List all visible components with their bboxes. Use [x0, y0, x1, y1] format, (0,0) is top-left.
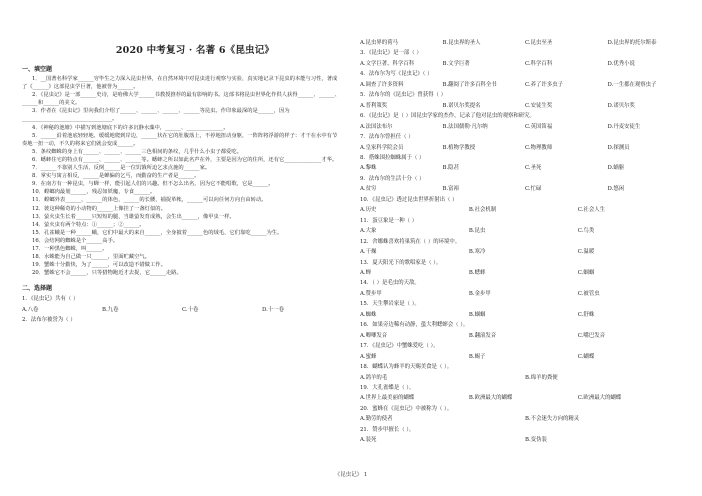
choice-option[interactable]: D.探测员 [607, 144, 630, 151]
choice-option[interactable]: A.唧唧发音 [360, 332, 388, 339]
fill-question: 12．彼这种稀奇的小动物的______上像挂了一盏灯似的。 [32, 205, 166, 212]
choice-option[interactable]: C.舒蛛 [577, 311, 595, 318]
choice-option[interactable]: A.黎蛛 [360, 165, 377, 172]
choice-option[interactable]: B.金步甲 [468, 290, 491, 297]
fill-question-list [22, 75, 342, 277]
fill-question: 13．萤火虫生长着______只短短的腿，当雄萤发育成熟，会生出______，像甲虫一样。 [32, 213, 235, 220]
fill-question: 15．孔雀蛾是一种______蛾，它们中最大的来自______，全身披着______色的绒毛，它们靠吃______为生。 [32, 229, 283, 236]
choice-options [360, 373, 690, 383]
fill-question: 19．蟹蛛十分勤快，为了______，可以改造不错做工作。 [32, 262, 166, 269]
choice-options [360, 122, 690, 132]
fill-question: 5．条纹蜘蛛的身上有______、______、______三色相间的条纹，几乎什么小虫子都爱吃。 [32, 148, 242, 155]
choice-option[interactable]: D.十一卷 [262, 306, 285, 313]
choice-question: 5．法布尔的《昆虫记》曾获得（ ） [360, 92, 447, 99]
choice-question: 20．蜜蜂在《昆虫记》中被称为（ ）。 [360, 405, 453, 412]
fill-question: 14．萤火虫有两个特点：①______；②______。 [32, 221, 145, 228]
choice-option[interactable]: A.鸽羊的毛 [360, 374, 388, 381]
choice-options [360, 268, 690, 278]
choice-option[interactable]: A.世界上最美丽的蝴蝶 [360, 395, 415, 402]
choice-options [360, 414, 690, 424]
choice-option[interactable]: C.忙碌 [525, 186, 542, 193]
choice-options [360, 289, 690, 299]
choice-option[interactable]: A.普利策奖 [360, 102, 388, 109]
choice-question: 11．蛋豆象是一种（ ） [360, 217, 418, 224]
choice-option[interactable]: A.法国法布尔 [360, 123, 393, 130]
choice-option[interactable]: A.大象 [360, 228, 377, 235]
section-choice-heading: 二、选择题 [22, 285, 53, 293]
choice-option[interactable]: B.植物学教授 [442, 144, 476, 151]
fill-question: 6．蟋蟀住宅的特点有______、______、______等。蟋蟀之所以如此名声在外，主要是因为它的住所，还有它______________才华。 [32, 156, 338, 163]
choice-option[interactable]: C.欧洲最大的蝴蝶 [577, 395, 622, 402]
choice-option[interactable]: C.温暖 [577, 249, 595, 256]
choice-option[interactable]: C.英国笛福 [525, 123, 553, 130]
choice-option[interactable]: B.欧洲最大的蝴蝶 [468, 395, 513, 402]
choice-question: 2．法布尔被誉为（ ） [22, 317, 76, 324]
choice-option[interactable]: B.社会机制 [468, 207, 497, 214]
choice-option[interactable]: D.诺贝尔奖 [607, 102, 635, 109]
choice-option[interactable]: A.装死 [360, 437, 377, 444]
choice-options [360, 101, 690, 111]
choice-option[interactable]: B.蝈蝈 [468, 311, 486, 318]
choice-question: 8．搭蛛围拉蜘蛛属于（ ） [360, 154, 425, 161]
choice-question: 14．（ ）是毛虫的天敌。 [360, 280, 420, 287]
choice-options [360, 184, 690, 194]
choice-option[interactable]: B.昆虫界的圣人 [442, 40, 481, 46]
choice-option[interactable]: B.蝎子 [468, 353, 486, 360]
choice-option[interactable]: B.富裕 [442, 186, 459, 193]
fill-question: 4．《神秘的池塘》中描写到池塘底下的许多沉静水藻中，______、______________。 [32, 124, 229, 131]
choice-option[interactable]: A.勤劳的使者 [360, 416, 393, 423]
choice-option[interactable]: A.干燥 [360, 249, 377, 256]
choice-question: 18．蝴蝶认为蜂羊的天赐美食是（ ）。 [360, 364, 453, 371]
fill-question: 7．______不靠别人生活，反倒______是一位饥饿所迫乞求点施的______家。 [32, 165, 211, 172]
choice-option[interactable]: A.蜘蛛 [360, 311, 377, 318]
choice-question: 4．法布尔为写《昆虫记》（ ） [360, 71, 433, 78]
choice-question: 16．如果旁边稀有动静，蛩大利蟋蟀会（ ）。 [360, 322, 469, 329]
fill-question: 20．蟹蛛它不会______，只等猎物跑近才去捉，它______走路。 [32, 270, 182, 277]
choice-option[interactable]: C.被管虫 [577, 290, 600, 297]
choice-options [22, 305, 342, 315]
choice-options [360, 393, 690, 403]
choice-option[interactable]: D.蜗躯 [607, 165, 625, 172]
choice-question: 10．《昆虫记》透过昆虫世界折射出（ ） [360, 196, 458, 203]
choice-options [360, 163, 690, 173]
choice-options [360, 331, 690, 341]
choice-option[interactable]: C.养了许多虫子 [525, 81, 563, 88]
choice-question: 21．赞步甲擅长（ ）。 [360, 426, 415, 433]
choice-option[interactable]: B.绵羊的粪便 [525, 374, 558, 381]
choice-option[interactable]: C.昆虫至圣 [525, 40, 553, 46]
choice-option[interactable]: D.悠闲 [607, 186, 625, 193]
choice-option[interactable]: D.一生都在观察虫子 [607, 81, 657, 88]
document-title: 2020 中考复习 · 名著 6《昆虫记》 [115, 45, 275, 56]
choice-question: 19．大孔雀蝶是（ ）。 [360, 384, 415, 391]
choice-options [360, 247, 690, 257]
choice-question: 15．天生攀岩家是（ ）。 [360, 301, 420, 308]
choice-option[interactable]: C.物理教师 [525, 144, 553, 151]
choice-option[interactable]: A.八卷 [22, 306, 39, 313]
left-column [22, 38, 342, 326]
right-column [360, 38, 690, 446]
choice-option[interactable]: A.昆虫界的荷马 [360, 40, 398, 46]
choice-question: 12．舍娜蛛喜欢将巢筑在（ ）的环境中。 [360, 238, 461, 245]
choice-option[interactable]: A.皇家科学院会员 [360, 144, 404, 151]
choice-option[interactable]: C.科学百科 [525, 60, 553, 67]
fill-question: 10．螳螂肉最划______，残忍如妖魔，专食______。 [32, 189, 156, 196]
fill-question: 5．______沿着池底轻轻地、缓缓地爬到岸边，______状在它的肚腹落上，不停地扭动身躯，一阵阵将浮游的样子：才干在水中有节奏地一扭一动，不久的将来它们就会变成______。 [22, 132, 338, 147]
choice-question: 3．《昆虫记》是一部（ ） [360, 50, 422, 57]
choice-option[interactable]: B.文学巨著 [442, 60, 470, 67]
section-fill-heading: 一、填空题 [22, 66, 53, 73]
choice-options [360, 226, 690, 236]
choice-option[interactable]: B.蟋蟀 [468, 269, 486, 276]
choice-option[interactable]: C.圣死 [525, 165, 542, 172]
choice-option[interactable]: B.诺贝尔奖提名 [442, 102, 481, 109]
choice-options [360, 38, 690, 48]
choice-option[interactable]: A.赞步甲 [360, 290, 382, 297]
choice-option[interactable]: B.变伪装 [525, 437, 547, 444]
choice-option[interactable]: B.隐甚 [442, 165, 459, 172]
choice-option[interactable]: B.法国儒勒·凡尔纳 [442, 123, 488, 130]
choice-question-list-right [360, 38, 690, 446]
choice-option[interactable]: B.昆虫 [468, 228, 486, 235]
choice-option[interactable]: A.文学巨著、科学百科 [360, 60, 415, 67]
fill-question: 1．__国著名科学家______穷毕生之力深入昆虫世界，在自然环境中对昆虫进行观察与实验，真实地记录下昆虫的本能与习性，著成了《______》这部昆虫学巨著，他被誉为______。 [22, 76, 338, 91]
choice-option[interactable]: A.蝉 [360, 269, 371, 276]
choice-option[interactable]: C.鸟类 [577, 228, 595, 235]
choice-question: 17．《昆虫记》中蟹蛛爱吃（ ）。 [360, 343, 439, 350]
choice-option[interactable]: C.社会人生 [577, 207, 605, 214]
choice-options [360, 352, 690, 362]
choice-option[interactable]: B.翻阅了许多百科全书 [442, 81, 497, 88]
fill-question: 8．掌实与寓言相反，______是蝉偏的乞丐，而勤奋的生产者是______。 [32, 173, 200, 180]
choice-options [360, 435, 690, 445]
choice-options [360, 205, 690, 215]
choice-option[interactable]: C.安徒生奖 [525, 102, 553, 109]
choice-option[interactable]: C.蝈蝈 [577, 269, 595, 276]
choice-question-list-left [22, 294, 342, 325]
fill-question: 9．在南方有一种昆虫，与蝉一样，能引起人们的兴趣。但不怎么出名，因为它不能唱歌，它是______。 [32, 181, 274, 188]
fill-question: 11．螳螂外表______，______的体色，______的长腰，捕捉革帐，______可以向任何方向自由转动。 [32, 197, 267, 204]
choice-option[interactable]: B.寒冷 [468, 249, 486, 256]
fill-question: 17．一种黑色蜘蛛，叫______。 [32, 245, 108, 252]
choice-option[interactable]: C.蝴蝶 [577, 353, 595, 360]
page-footer: 《昆虫记》 1 [334, 472, 368, 478]
fill-question: 3．作者在《昆虫记》里向我们介绍了______、______、______、______等昆虫。作印象最深的是______，因为__________________________________。 [22, 108, 290, 123]
choice-question: 1．《昆虫记》共有（ ） [22, 296, 79, 303]
choice-options [360, 59, 690, 69]
fill-question: 2．《昆虫记》是一部______史诗，是哈佛大学______书教授推荐的最有影响的书。这部书将昆虫世界化作供人获得______、______、______和______的美文。 [22, 92, 340, 107]
choice-option[interactable]: D.优秀小说 [607, 60, 635, 67]
choice-option[interactable]: C.十卷 [182, 306, 199, 313]
choice-question: 13．夏天阳光下的歌唱家是（ ）。 [360, 259, 442, 266]
choice-option[interactable]: D.丹麦安徒生 [607, 123, 641, 130]
fill-question: 18．水蛛能为自己做一只______，里面贮藏空气。 [32, 254, 150, 261]
choice-option[interactable]: D.昆虫界的托尔斯泰 [607, 40, 657, 46]
fill-question: 16．会结网的蜘蛛是个______高手。 [32, 237, 119, 244]
choice-option[interactable]: B.翻滚发音 [468, 332, 497, 339]
choice-option[interactable]: B.不会迷失方向的精灵 [525, 416, 580, 423]
choice-options [360, 310, 690, 320]
choice-question: 7．法布尔曾担任（ ） [360, 134, 414, 141]
choice-option[interactable]: C.嘴巴发音 [577, 332, 605, 339]
choice-question: 9．法布尔的生活十分（ ） [360, 175, 425, 182]
choice-option[interactable]: A.蜜蜂 [360, 353, 377, 360]
choice-options [360, 143, 690, 153]
choice-question: 6．《昆虫记》是（ ）国昆虫学家的杰作，记录了他对昆虫的观察和研究。 [360, 113, 535, 120]
title-spacer [22, 38, 342, 60]
choice-option[interactable]: A.贫穷 [360, 186, 377, 193]
choice-option[interactable]: A.调查了许多资料 [360, 81, 404, 88]
choice-option[interactable]: A.历史 [360, 207, 377, 214]
choice-option[interactable]: B.九卷 [102, 306, 119, 313]
choice-options [360, 80, 690, 90]
